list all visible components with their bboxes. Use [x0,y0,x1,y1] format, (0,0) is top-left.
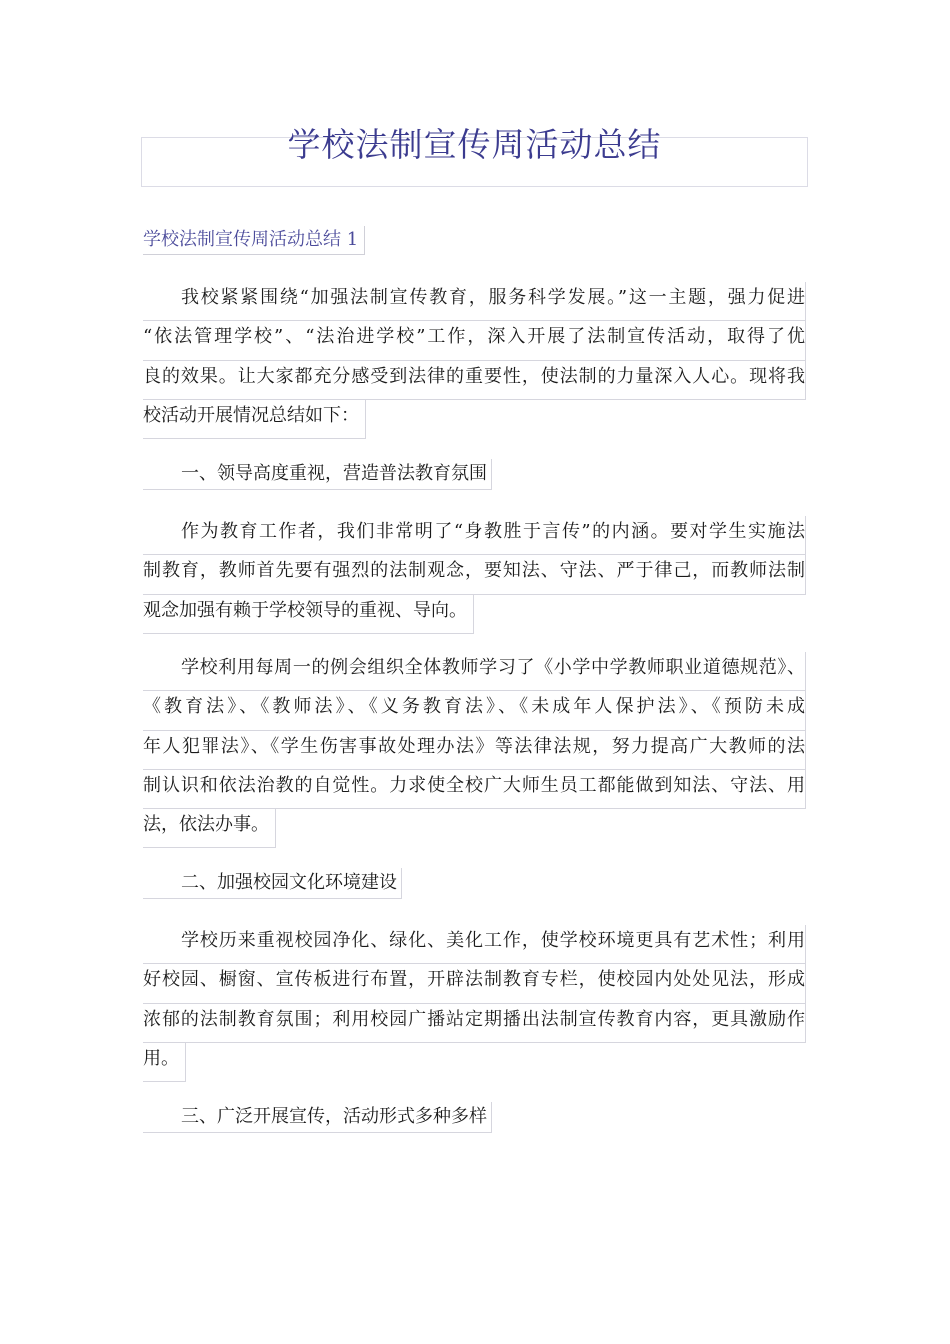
text-line: 作为教育工作者，我们非常明了“身教胜于言传”的内涵。要对学生实施法 [143,516,806,555]
text-line: 校活动开展情况总结如下： [143,400,366,439]
heading-two: 二、加强校园文化环境建设 [143,868,402,899]
text-line: 年人犯罪法》、《学生伤害事故处理办法》等法律法规，努力提高广大教师的法 [143,731,806,770]
text-line: 我校紧紧围绕“加强法制宣传教育，服务科学发展。”这一主题，强力促进 [143,282,806,321]
document-title: 学校法制宣传周活动总结 [287,125,662,164]
intro-paragraph [143,282,806,439]
text-line: 学校利用每周一的例会组织全体教师学习了《小学中学教师职业道德规范》、 [143,652,806,691]
text-line: 用。 [143,1043,186,1082]
text-line: 法，依法办事。 [143,809,276,848]
text-line: 好校园、橱窗、宣传板进行布置，开辟法制教育专栏，使校园内处处见法，形成 [143,964,806,1003]
paragraph-one [143,516,806,634]
title-box [141,125,808,187]
text-line: 制认识和依法治教的自觉性。力求使全校广大师生员工都能做到知法、守法、用 [143,770,806,809]
heading-one: 一、领导高度重视，营造普法教育氛围 [143,459,492,490]
text-line: 《教育法》、《教师法》、《义务教育法》、《未成年人保护法》、《预防未成 [143,691,806,730]
section-subtitle: 学校法制宣传周活动总结 1 [143,226,365,255]
text-line: “依法管理学校”、“法治进学校”工作，深入开展了法制宣传活动，取得了优 [143,321,806,360]
text-line: 观念加强有赖于学校领导的重视、导向。 [143,595,474,634]
text-line: 浓郁的法制教育氛围；利用校园广播站定期播出法制宣传教育内容，更具激励作 [143,1004,806,1043]
paragraph-three [143,925,806,1082]
heading-three: 三、广泛开展宣传，活动形式多种多样 [143,1102,492,1133]
text-line: 良的效果。让大家都充分感受到法律的重要性，使法制的力量深入人心。现将我 [143,361,806,400]
paragraph-two [143,652,806,848]
text-line: 制教育，教师首先要有强烈的法制观念，要知法、守法、严于律己，而教师法制 [143,555,806,594]
text-line: 学校历来重视校园净化、绿化、美化工作，使学校环境更具有艺术性；利用 [143,925,806,964]
